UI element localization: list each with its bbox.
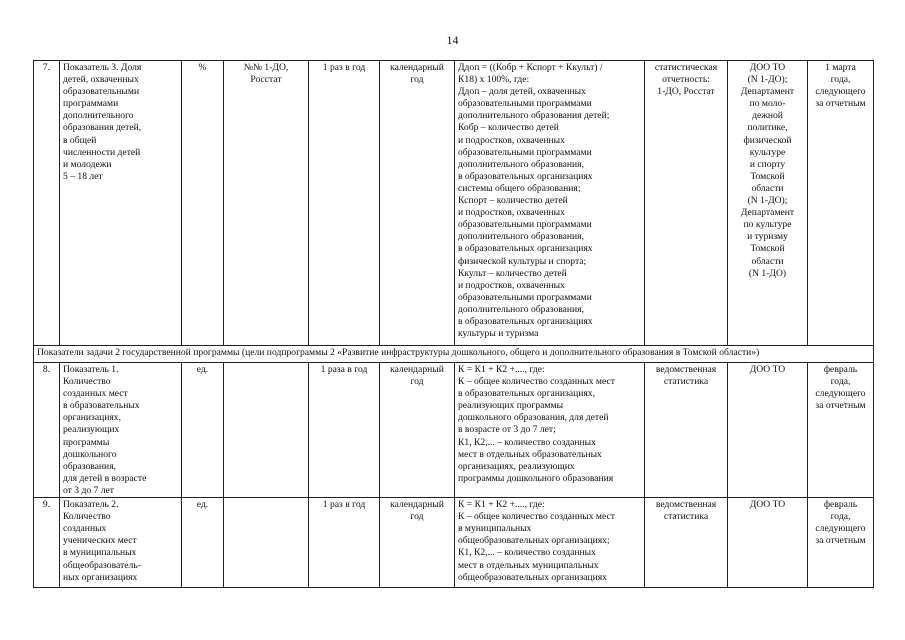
cell-line: ных организациях [63,571,138,583]
cell-line: Департамент [740,207,795,219]
cell-line: программами [63,98,119,110]
cell-line: 1-ДО, Росстат [657,86,715,98]
cell-line: К1, К2,... – количество созданных [458,436,596,448]
frequency-cell: 1 раз в год [309,61,380,346]
row-number: 9. [34,498,60,588]
cell-line: дошкольного образования, для детей [458,412,609,424]
cell-line: образовательными программами [458,291,592,303]
cell-line: Кспорт – количество детей [458,195,568,207]
deadline-cell [808,61,874,346]
cell-line: в возрасте от 3 до 7 лет; [458,424,556,436]
cell-line: календарный [390,62,444,73]
cell-line: программы [63,436,110,448]
cell-line: ДОО ТО [749,62,786,73]
cell-line: февраль [823,499,858,511]
responsible-cell [728,61,808,346]
cell-line: (N 1-ДО); [747,195,788,207]
indicator-name [60,363,182,498]
indicators-table [33,60,874,588]
cell-line: системы общего образования; [458,182,581,194]
cell-line: по моло- [749,98,786,110]
cell-line: образовательными программами [458,98,592,110]
unit-cell: ед. [182,363,224,498]
cell-line: мест в отдельных муниципальных [458,559,599,571]
deadline-cell [808,498,874,588]
cell-line: 5 – 18 лет [63,170,103,182]
frequency-cell: 1 раза в год [309,363,380,498]
cell-line: дополнительного образования детей; [458,110,610,122]
formula-cell [455,363,645,498]
table-row [34,61,874,346]
cell-line: календарный [390,364,444,375]
cell-line: мест в отдельных образовательных [458,448,602,460]
cell-line: Количество [63,376,111,388]
cell-line: Ккульт – количество детей [458,267,567,279]
period-cell [380,498,455,588]
row-number: 7. [34,61,60,346]
cell-line: следующего [815,523,866,535]
cell-line: Департамент [740,86,795,98]
cell-line: по культуре [743,219,792,231]
cell-line: реализующих [63,424,120,436]
cell-line: отчетность: [662,74,710,86]
row-number: 8. [34,363,60,498]
cell-line: образовательными программами [458,146,592,158]
cell-line: (N 1-ДО) [748,267,787,279]
responsible-cell [728,363,808,498]
cell-line: созданных [63,523,107,535]
source-cell [645,498,728,588]
cell-line: за отчетным [815,400,866,412]
cell-line: статистика [663,511,709,523]
cell-line: и подростков, охваченных [458,134,565,146]
cell-line: Показатель 3. Доля [63,62,142,73]
cell-line: ведомственная [655,499,717,511]
cell-line: в образовательных организациях [458,315,593,327]
cell-line: в образовательных организациях [458,170,593,182]
cell-line: созданных мест [63,388,128,400]
cell-line: в общей [63,134,97,146]
cell-line: ДОО ТО [749,364,786,375]
period-cell [380,61,455,346]
cell-line: февраль [823,364,858,375]
page-number: 14 [446,33,459,47]
cell-line: в образовательных [63,400,140,412]
table-row [34,498,874,588]
cell-line: Кобр – количество детей [458,122,559,134]
unit-cell: % [182,61,224,346]
section-header: Показатели задачи 2 государственной программы (цели подпрограммы 2 «Развитие инфраструктуры дошкольного, общего и дополнительного образования в Томской области») [34,346,874,363]
cell-line: образовательными [63,86,140,98]
cell-line: образования, [63,460,117,472]
indicator-name [60,61,182,346]
section-header-row [34,346,874,363]
cell-line: год [410,376,424,388]
table-row [34,363,874,498]
cell-line: дополнительного образования, [458,231,584,243]
cell-line: ведомственная [655,364,717,375]
form-cell [224,61,309,346]
cell-line: Томской [750,170,785,182]
cell-line: следующего [815,86,866,98]
period-cell [380,363,455,498]
source-cell [645,61,728,346]
cell-line: Томской [750,243,785,255]
cell-line: К1, К2,... – количество созданных [458,547,596,559]
cell-line: общеобразовательных организациях [458,571,607,583]
cell-line: ученических мест [63,535,137,547]
cell-line: за отчетным [815,535,866,547]
cell-line: К = К1 + К2 +...., где: [458,499,545,511]
source-cell [645,363,728,498]
cell-line: культуры и туризма [458,328,539,340]
cell-line: статистическая [654,62,718,73]
cell-line: и спорту [749,158,786,170]
cell-line: К – общее количество созданных мест [458,376,615,388]
form-cell [224,363,309,498]
cell-line: дополнительного образования, [458,303,584,315]
cell-line: года, [830,511,851,523]
cell-line: №№ 1-ДО, [243,62,289,73]
cell-line: год [410,511,424,523]
cell-line: Количество [63,511,111,523]
cell-line: следующего [815,388,866,400]
cell-line: организациях, [63,412,121,424]
cell-line: Росстат [250,74,282,86]
cell-line: и подростков, охваченных [458,207,565,219]
cell-line: области [751,182,784,194]
cell-line: за отчетным [815,98,866,110]
cell-line: в образовательных организациях [458,243,593,255]
cell-line: статистика [663,376,709,388]
cell-line: ДОО ТО [749,499,786,511]
cell-line: год [410,74,424,86]
cell-line: Показатель 2. [63,499,119,511]
cell-line: К = К1 + К2 +...., где: [458,364,545,375]
indicator-name [60,498,182,588]
cell-line: Показатель 1. [63,364,119,375]
cell-line: численности детей [63,146,141,158]
cell-line: Ддоп = ((Кобр + Кспорт + Ккульт) / [458,62,603,73]
cell-line: физической культуры и спорта; [458,255,587,267]
cell-line: календарный [390,499,444,511]
cell-line: области [751,255,784,267]
cell-line: образования детей, [63,122,142,134]
cell-line: общеобразователь- [63,559,141,571]
cell-line: дежной [752,110,783,122]
cell-line: организациях, реализующих [458,460,575,472]
cell-line: программы дошкольного образования [458,472,614,484]
cell-line: образовательными программами [458,219,592,231]
cell-line: для детей в возрасте [63,472,147,484]
cell-line: культуре [749,146,786,158]
cell-line: реализующих программы [458,400,564,412]
cell-line: от 3 до 7 лет [63,484,114,496]
cell-line: и подростков, охваченных [458,279,565,291]
cell-line: в образовательных организациях, [458,388,595,400]
cell-line: К18) х 100%, где: [458,74,530,86]
cell-line: политике, [747,122,788,134]
deadline-cell [808,363,874,498]
cell-line: (N 1-ДО); [747,74,788,86]
responsible-cell [728,498,808,588]
cell-line: года, [830,376,851,388]
cell-line: физической [743,134,792,146]
cell-line: детей, охваченных [63,74,139,86]
cell-line: общеобразовательных организациях; [458,535,610,547]
cell-line: дополнительного образования, [458,158,584,170]
cell-line: в муниципальных [63,547,137,559]
cell-line: в муниципальных [458,523,532,535]
cell-line: и туризму [747,231,788,243]
cell-line: 1 марта [825,62,856,73]
frequency-cell: 1 раз в год [309,498,380,588]
cell-line: и молодежи [63,158,112,170]
formula-cell [455,61,645,346]
cell-line: дополнительного [63,110,134,122]
cell-line: года, [830,74,851,86]
cell-line: К – общее количество созданных мест [458,511,615,523]
unit-cell: ед. [182,498,224,588]
cell-line: Ддоп – доля детей, охваченных [458,86,586,98]
form-cell [224,498,309,588]
cell-line: дошкольного [63,448,117,460]
formula-cell [455,498,645,588]
